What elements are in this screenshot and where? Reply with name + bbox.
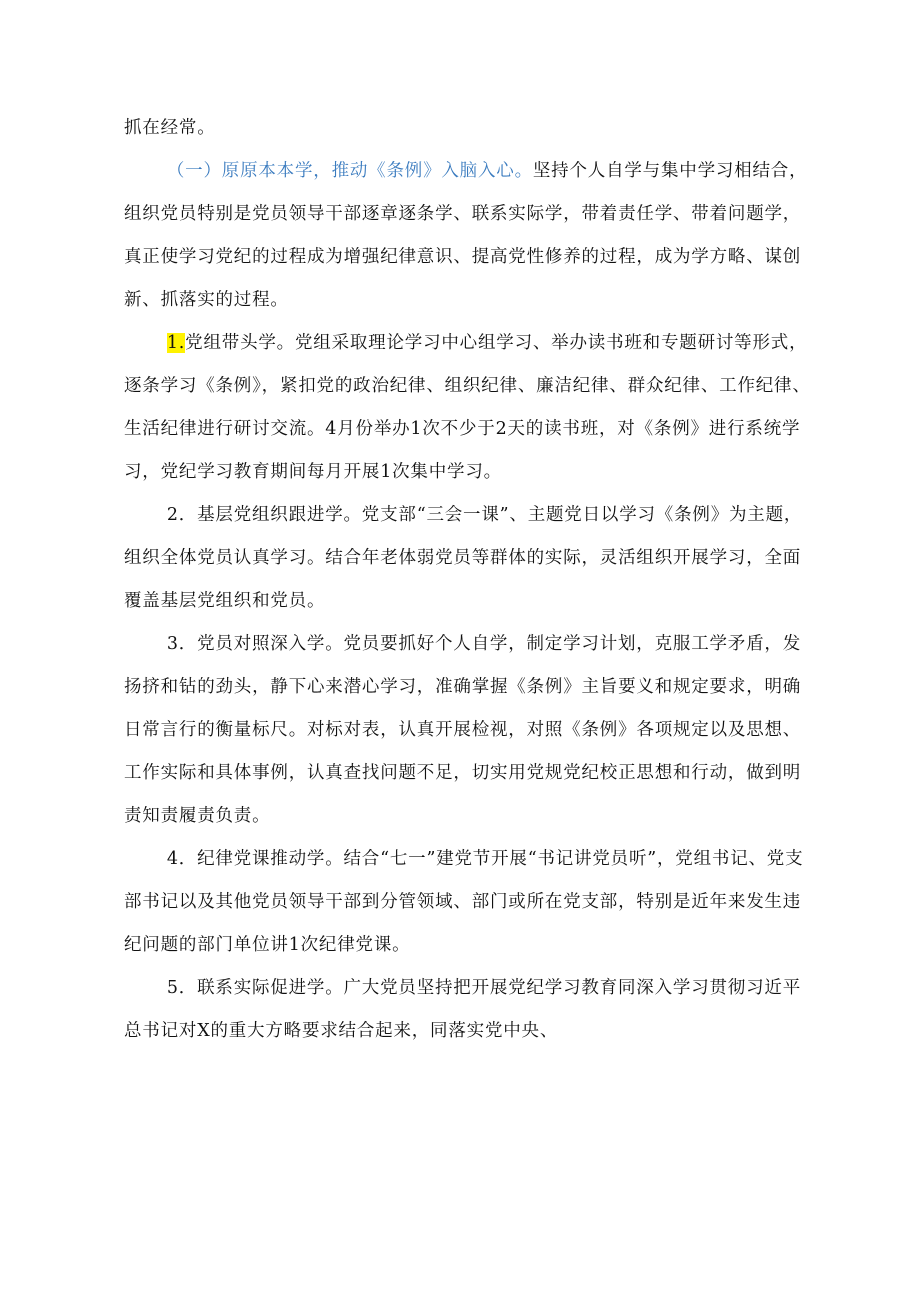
section-1-paragraph bbox=[124, 150, 814, 322]
list-item-1 bbox=[124, 322, 814, 494]
list-item-2-text: 基层党组织跟进学。党支部“三会一课”、主题党日以学习《条例》为主题，组织全体党员认真学习。结合年老体弱党员等群体的实际，灵活组织开展学习，全面覆盖基层党组织和党员。 bbox=[124, 505, 803, 611]
document-body bbox=[124, 107, 814, 1053]
list-item-2-number: 2． bbox=[166, 505, 198, 525]
intro-tail-text: 抓在经常。 bbox=[124, 118, 216, 138]
list-item-3 bbox=[124, 623, 814, 838]
section-1-body: 坚持个人自学与集中学习相结合，组织党员特别是党员领导干部逐章逐条学、联系实际学，带着责任学、带着问题学，真正使学习党纪的过程成为增强纪律意识、提高党性修养的过程，成为学方略、谋创新、抓落实的过程。 bbox=[124, 161, 808, 310]
intro-tail bbox=[124, 107, 814, 150]
list-item-4-text: 纪律党课推动学。结合“七一”建党节开展“书记讲党员听”，党组书记、党支部书记以及其他党员领导干部到分管领域、部门或所在党支部，特别是近年来发生违纪问题的部门单位讲1次纪律党课。 bbox=[124, 849, 804, 955]
list-item-5 bbox=[124, 967, 814, 1053]
section-1-heading: （一）原原本本学，推动《条例》入脑入心。 bbox=[166, 161, 533, 181]
list-item-5-text: 联系实际促进学。广大党员坚持把开展党纪学习教育同深入学习贯彻习近平总书记对X的重大方略要求结合起来，同落实党中央、 bbox=[124, 978, 802, 1041]
list-item-3-number: 3． bbox=[166, 634, 198, 654]
list-item-3-text: 党员对照深入学。党员要抓好个人自学，制定学习计划，克服工学矛盾，发扬挤和钻的劲头，静下心来潜心学习，准确掌握《条例》主旨要义和规定要求，明确日常言行的衡量标尺。对标对表，认真开展检视，对照《条例》各项规定以及思想、工作实际和具体事例，认真查找问题不足，切实用党规党纪校正思想和行动，做到明责知责履责负责。 bbox=[124, 634, 802, 826]
list-item-4-number: 4． bbox=[166, 849, 198, 869]
list-item-1-text: 党组带头学。党组采取理论学习中心组学习、举办读书班和专题研讨等形式，逐条学习《条例》，紧扣党的政治纪律、组织纪律、廉洁纪律、群众纪律、工作纪律、生活纪律进行研讨交流。4月份举办1次不少于2天的读书班，对《条例》进行系统学习，党纪学习教育期间每月开展1次集中学习。 bbox=[124, 333, 811, 482]
list-item-1-number: 1. bbox=[166, 333, 186, 353]
list-item-5-number: 5． bbox=[166, 978, 198, 998]
list-item-2 bbox=[124, 494, 814, 623]
list-item-4 bbox=[124, 838, 814, 967]
